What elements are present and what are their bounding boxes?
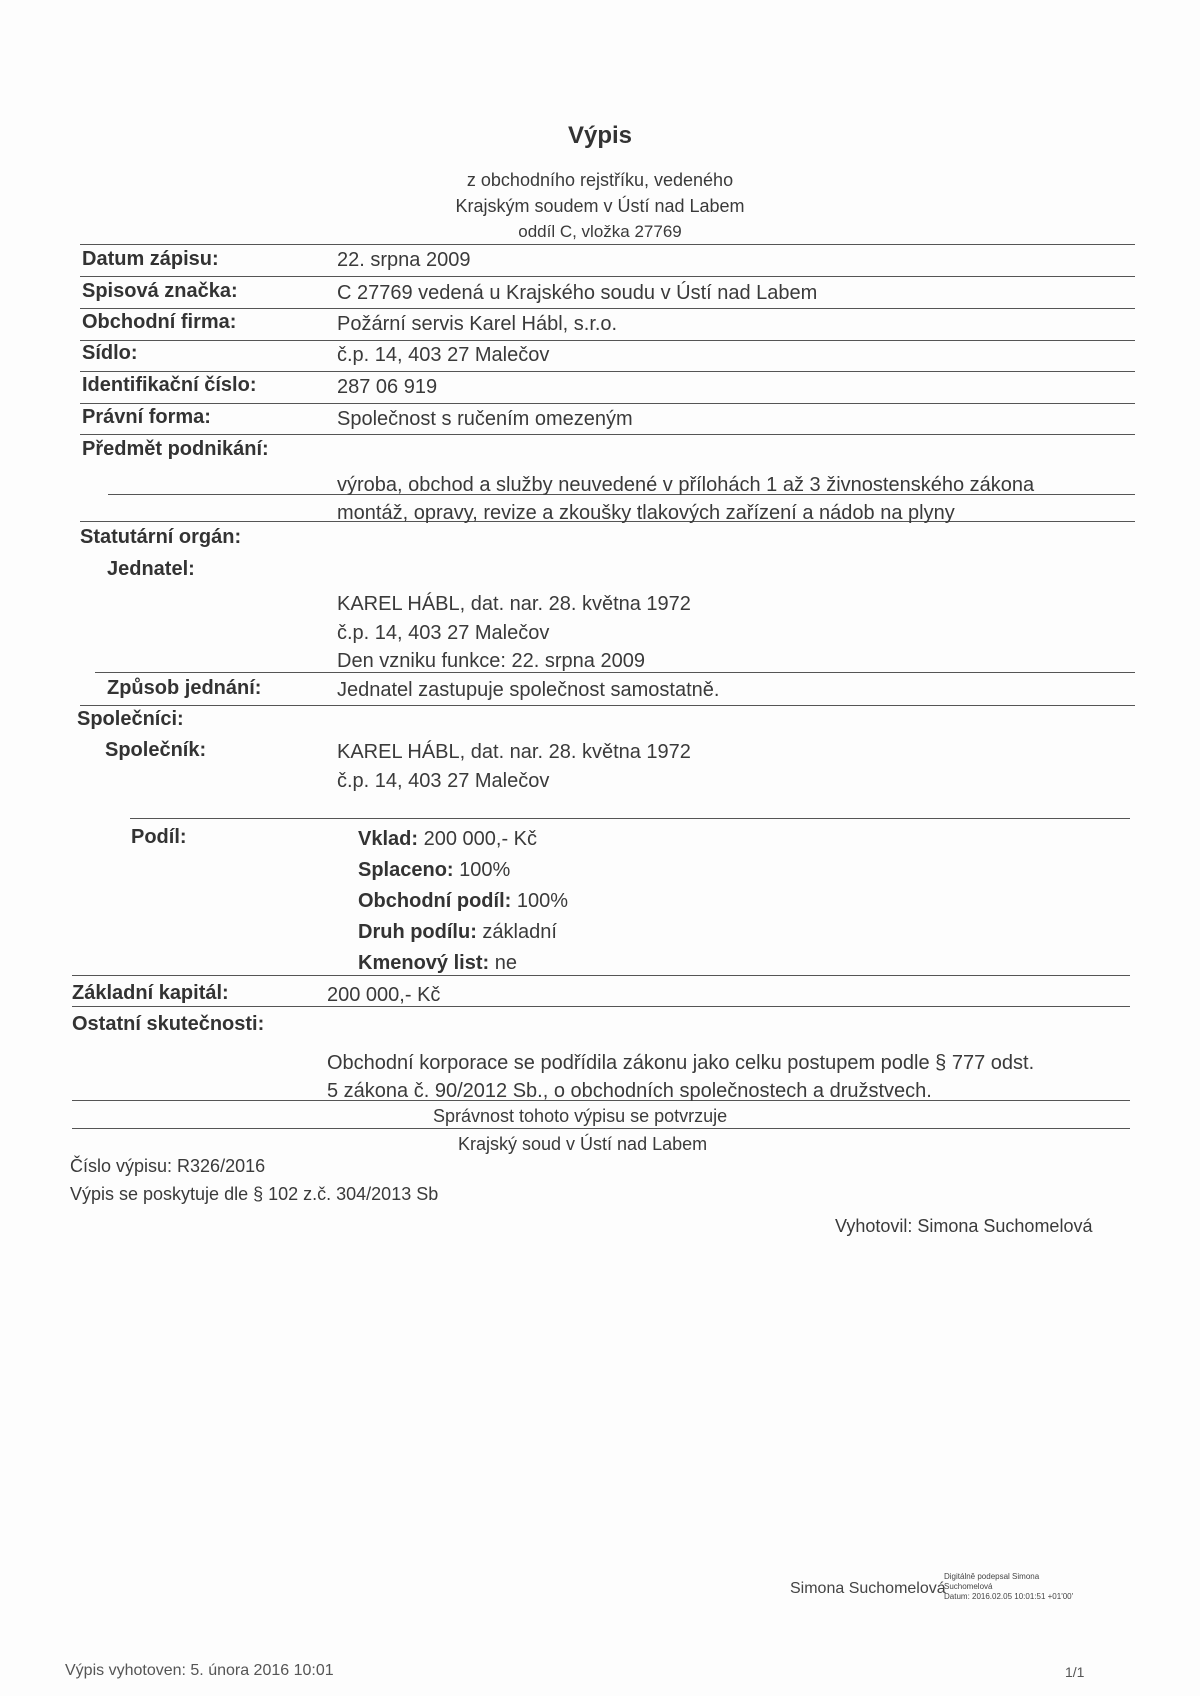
ico-label: Identifikační číslo: (82, 374, 257, 396)
jednatel-line-1: KAREL HÁBL, dat. nar. 28. května 1972 (337, 593, 691, 615)
zakladni-kapital-label: Základní kapitál: (72, 982, 229, 1004)
predmet-item-1: výroba, obchod a služby neuvedené v přílohách 1 až 3 živnostenského zákona (337, 474, 1035, 496)
signature-meta-line: Suchomelová (944, 1582, 993, 1591)
divider (80, 276, 1135, 277)
spolecnik-label: Společník: (105, 739, 207, 761)
divider (80, 705, 1135, 706)
spolecnici-label: Společníci: (77, 708, 184, 730)
signature-name: Simona Suchomelová (790, 1580, 946, 1597)
signature-meta (944, 1572, 1073, 1602)
podil-druh: Druh podílu: základní (358, 921, 557, 943)
divider (72, 975, 1130, 976)
sidlo-label: Sídlo: (82, 342, 138, 364)
pravni-forma-value: Společnost s ručením omezeným (337, 408, 633, 430)
certification-line-1: Správnost tohoto výpisu se potvrzuje (433, 1106, 728, 1126)
ostatni-line-2: 5 zákona č. 90/2012 Sb., o obchodních společnostech a družstvech. (327, 1080, 932, 1102)
podil-splaceno: Splaceno: 100% (358, 859, 511, 881)
datum-zapisu-value: 22. srpna 2009 (337, 249, 471, 271)
ostatni-skutecnosti-label: Ostatní skutečnosti: (72, 1013, 265, 1035)
signature-meta-line: Digitálně podepsal Simona (944, 1572, 1040, 1581)
divider (80, 434, 1135, 435)
document-title: Výpis (567, 122, 633, 149)
divider (80, 403, 1135, 404)
zpusob-jednani-label: Způsob jednání: (107, 677, 262, 699)
divider (130, 818, 1130, 819)
jednatel-line-2: č.p. 14, 403 27 Malečov (337, 622, 550, 644)
subtitle-line-2: Krajským soudem v Ústí nad Labem (455, 196, 745, 216)
datum-zapisu-label: Datum zápisu: (82, 248, 219, 270)
footer-vyhotoven: Výpis vyhotoven: 5. února 2016 10:01 (65, 1662, 334, 1679)
certification-line-2: Krajský soud v Ústí nad Labem (458, 1134, 708, 1154)
cislo-vypisu: Číslo výpisu: R326/2016 (70, 1156, 266, 1176)
ostatni-line-1: Obchodní korporace se podřídila zákonu jako celku postupem podle § 777 odst. (327, 1052, 1035, 1074)
jednatel-label: Jednatel: (107, 558, 195, 580)
divider (80, 340, 1135, 341)
jednatel-line-3: Den vzniku funkce: 22. srpna 2009 (337, 650, 645, 672)
sidlo-value: č.p. 14, 403 27 Malečov (337, 344, 550, 366)
ico-value: 287 06 919 (337, 376, 438, 398)
zakladni-kapital-value: 200 000,- Kč (327, 984, 441, 1006)
subtitle-line-1: z obchodního rejstříku, vedeného (466, 170, 734, 190)
obchodni-firma-label: Obchodní firma: (82, 311, 237, 333)
divider (80, 371, 1135, 372)
obchodni-firma-value: Požární servis Karel Hábl, s.r.o. (337, 313, 618, 335)
podil-obchodni-podil: Obchodní podíl: 100% (358, 890, 569, 912)
spisova-znacka-label: Spisová značka: (82, 280, 238, 302)
poskytuje-text: Výpis se poskytuje dle § 102 z.č. 304/2013 Sb (70, 1184, 439, 1204)
divider (80, 308, 1135, 309)
predmet-item-2: montáž, opravy, revize a zkoušky tlakových zařízení a nádob na plyny (337, 502, 955, 524)
vyhotovil: Vyhotovil: Simona Suchomelová (835, 1216, 1093, 1236)
zpusob-jednani-value: Jednatel zastupuje společnost samostatně. (337, 679, 720, 701)
statutarni-organ-label: Statutární orgán: (80, 526, 242, 548)
divider (80, 244, 1135, 245)
spisova-znacka-value: C 27769 vedená u Krajského soudu v Ústí nad Labem (337, 282, 818, 304)
podil-vklad: Vklad: 200 000,- Kč (358, 828, 538, 850)
spolecnik-line-1: KAREL HÁBL, dat. nar. 28. května 1972 (337, 741, 691, 763)
footer-page-number: 1/1 (1065, 1664, 1085, 1680)
podil-kmenovy-list: Kmenový list: ne (358, 952, 517, 974)
signature-meta-line: Datum: 2016.02.05 10:01:51 +01'00' (944, 1592, 1074, 1601)
predmet-podnikani-label: Předmět podnikání: (82, 438, 269, 460)
podil-label: Podíl: (131, 826, 187, 848)
pravni-forma-label: Právní forma: (82, 406, 211, 428)
spolecnik-line-2: č.p. 14, 403 27 Malečov (337, 770, 550, 792)
divider (72, 1128, 1130, 1129)
subtitle-line-3: oddíl C, vložka 27769 (518, 222, 682, 241)
divider (72, 1006, 1130, 1007)
